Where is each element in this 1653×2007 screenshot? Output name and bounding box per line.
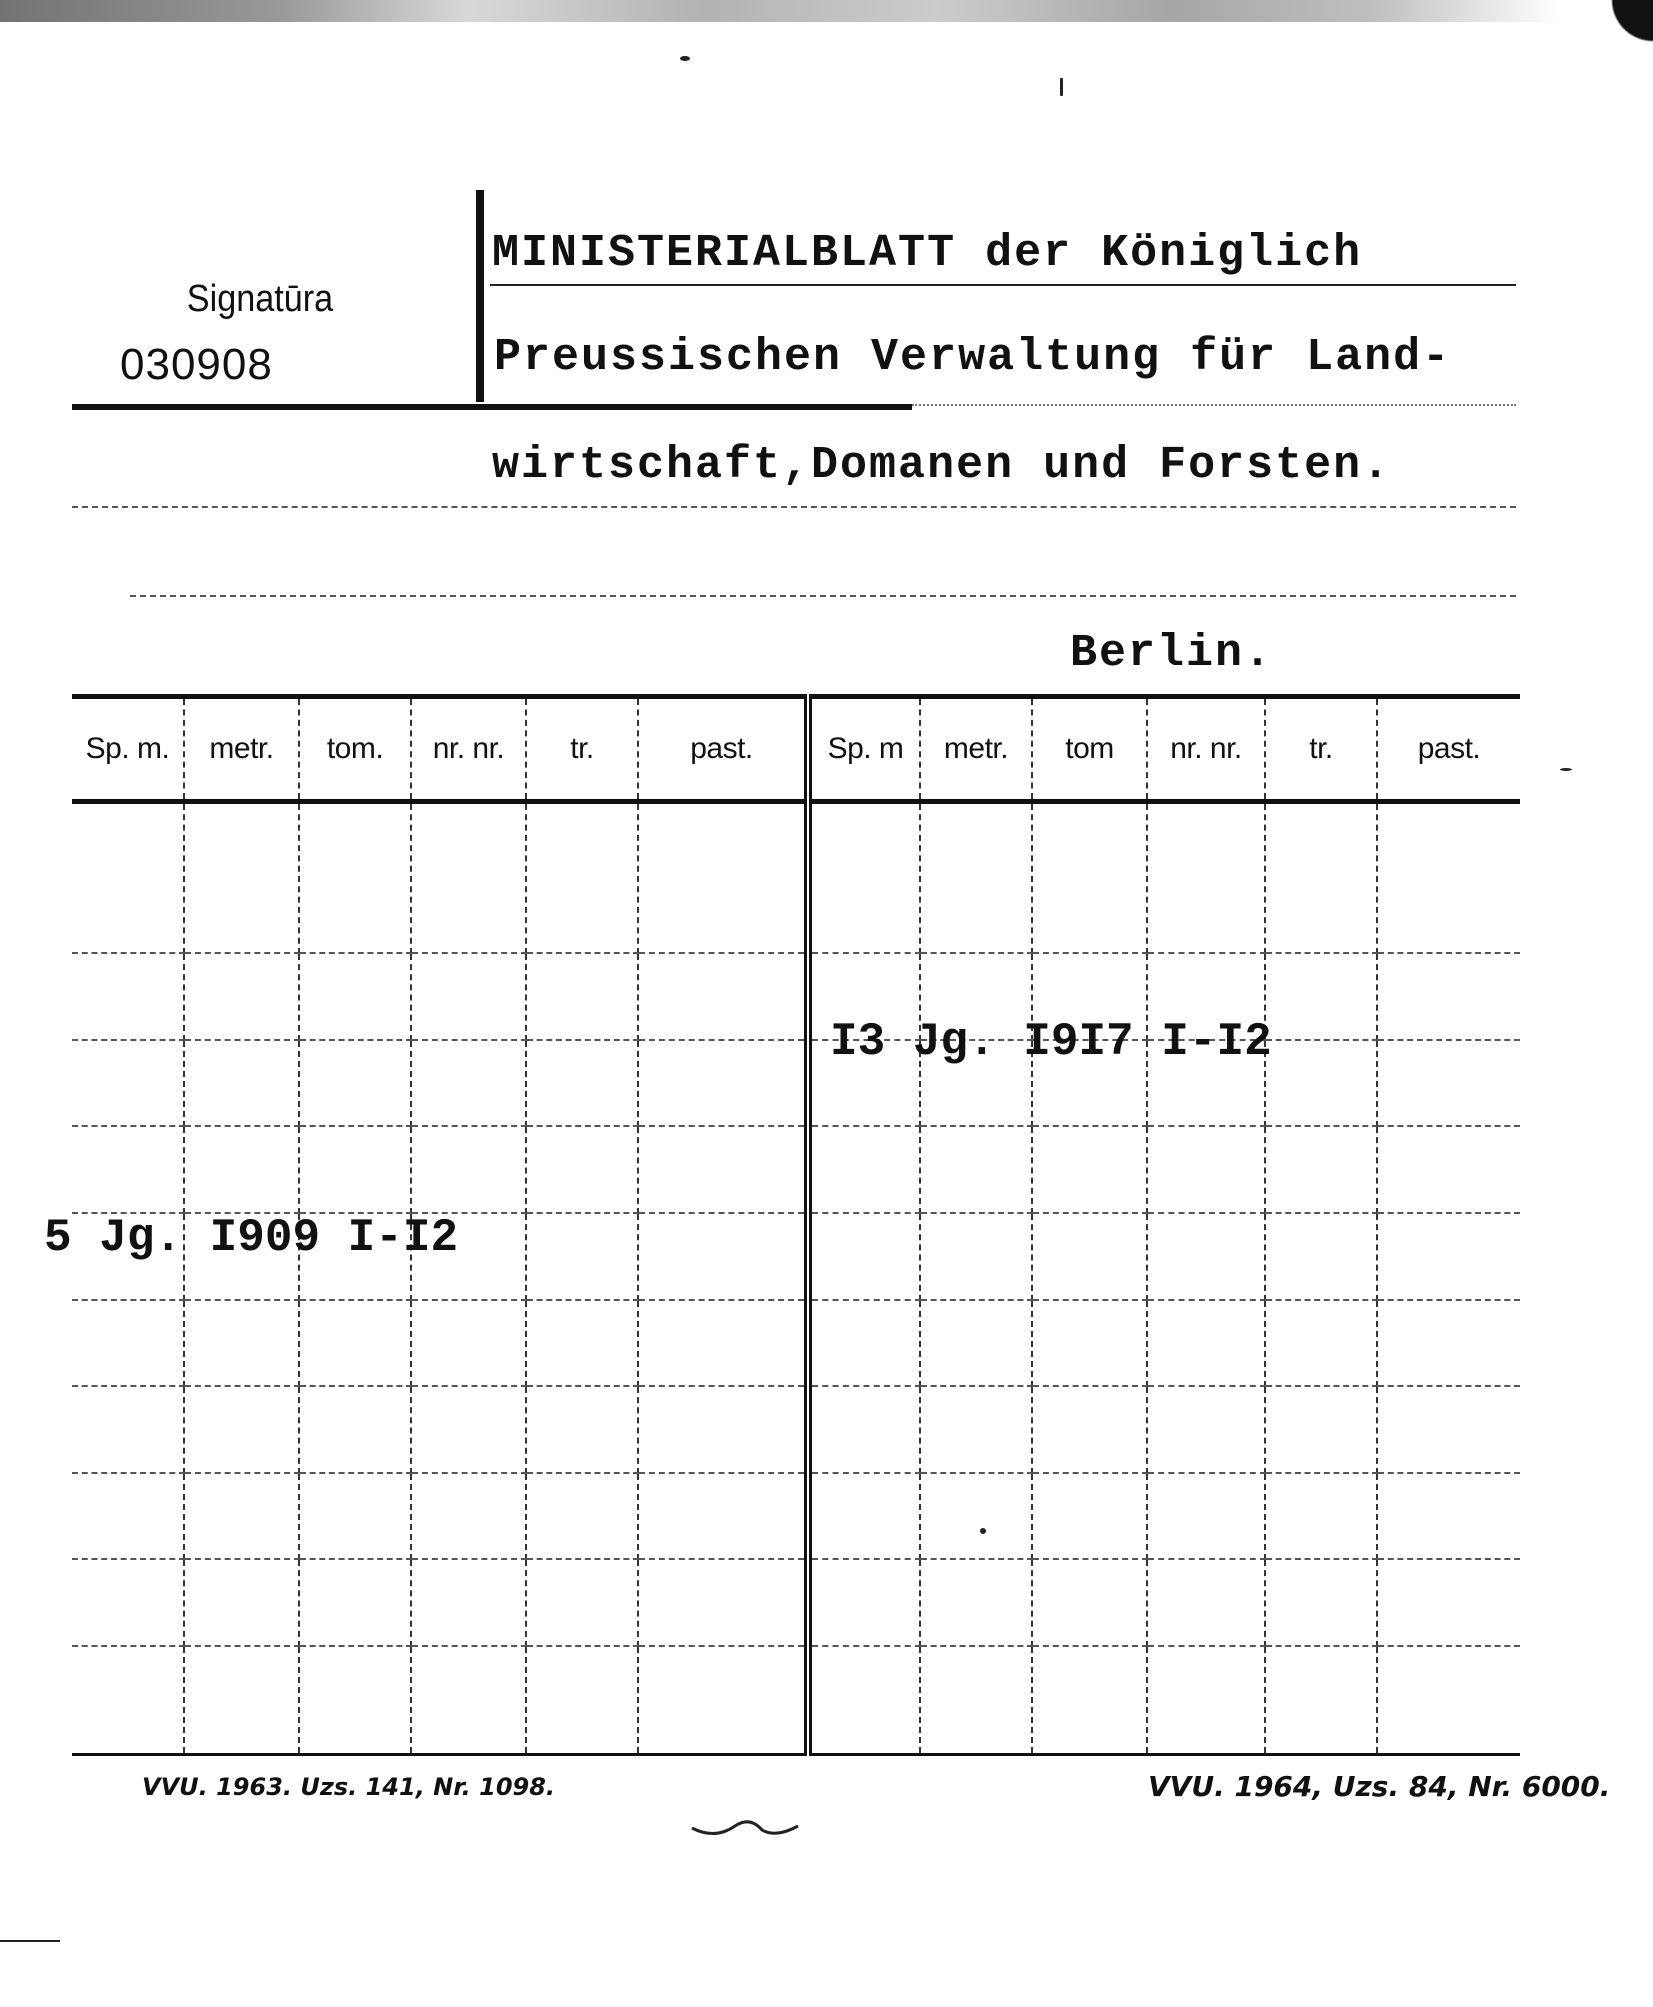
table-cell — [526, 1473, 638, 1560]
table-cell — [808, 1300, 920, 1387]
table-cell — [411, 1386, 526, 1473]
table-cell — [638, 1646, 808, 1754]
table-cell — [1265, 1213, 1377, 1300]
table-cell — [638, 1040, 808, 1127]
table-cell — [1147, 1126, 1265, 1213]
column-header: past. — [1377, 697, 1520, 802]
table-cell — [411, 1646, 526, 1754]
table-cell — [1265, 1126, 1377, 1213]
table-cell — [184, 1300, 299, 1387]
table-cell — [638, 1473, 808, 1560]
place-of-publication: Berlin. — [1070, 628, 1274, 679]
table-row — [72, 1386, 1520, 1473]
table-cell — [920, 1559, 1032, 1646]
table-cell — [1147, 1646, 1265, 1754]
holding-entry-left: 5 Jg. I909 I-I2 — [44, 1212, 459, 1264]
table-cell — [526, 1386, 638, 1473]
table-cell — [920, 1646, 1032, 1754]
table-body — [72, 802, 1520, 1755]
blank-rule — [130, 595, 1516, 597]
table-cell — [920, 1473, 1032, 1560]
table-cell — [1147, 1473, 1265, 1560]
table-cell — [1032, 1386, 1147, 1473]
table-cell — [1377, 953, 1520, 1040]
table-cell — [808, 1213, 920, 1300]
column-header: tom — [1032, 697, 1147, 802]
table-cell — [526, 1646, 638, 1754]
table-row — [72, 1126, 1520, 1213]
table-cell — [299, 1126, 411, 1213]
header-divider — [476, 190, 484, 402]
table-cell — [1377, 1213, 1520, 1300]
corner-shadow — [1573, 0, 1653, 70]
column-header: Sp. m — [808, 697, 920, 802]
table-cell — [72, 1559, 184, 1646]
table-cell — [1265, 1040, 1377, 1127]
column-header: nr. nr. — [411, 697, 526, 802]
table-cell — [920, 1300, 1032, 1387]
table-cell — [638, 802, 808, 954]
table-cell — [299, 1386, 411, 1473]
table-cell — [184, 1473, 299, 1560]
top-edge-wear — [0, 0, 1560, 22]
table-cell — [638, 1213, 808, 1300]
column-header: past. — [638, 697, 808, 802]
column-header: tom. — [299, 697, 411, 802]
table-cell — [184, 1126, 299, 1213]
table-cell — [1032, 1213, 1147, 1300]
signatura-label: Signatūra — [186, 278, 334, 320]
table-cell — [72, 802, 184, 954]
table-cell — [526, 802, 638, 954]
table-cell — [1377, 802, 1520, 954]
table-cell — [526, 1213, 638, 1300]
column-header: metr. — [920, 697, 1032, 802]
column-header: metr. — [184, 697, 299, 802]
footnote-right: VVU. 1964, Uzs. 84, Nr. 6000. — [1148, 1770, 1611, 1803]
table-cell — [72, 1300, 184, 1387]
table-cell — [638, 1300, 808, 1387]
table-cell — [299, 953, 411, 1040]
table-cell — [638, 1559, 808, 1646]
table-cell — [526, 1559, 638, 1646]
table-cell — [411, 1300, 526, 1387]
table-cell — [299, 1300, 411, 1387]
table-cell — [638, 953, 808, 1040]
ink-speck — [1560, 768, 1572, 771]
table-cell — [1032, 802, 1147, 954]
table-cell — [299, 802, 411, 954]
table-cell — [526, 1126, 638, 1213]
table-cell — [72, 953, 184, 1040]
table-header-row — [72, 697, 1520, 802]
table-cell — [1377, 1300, 1520, 1387]
ink-speck — [1060, 78, 1063, 96]
table-cell — [411, 953, 526, 1040]
table-cell — [184, 953, 299, 1040]
table-cell — [808, 1473, 920, 1560]
table-cell — [1265, 1300, 1377, 1387]
table-cell — [1377, 1386, 1520, 1473]
table-cell — [72, 1473, 184, 1560]
table-cell — [184, 1386, 299, 1473]
table-cell — [184, 1646, 299, 1754]
table-cell — [1377, 1126, 1520, 1213]
table-cell — [72, 1040, 184, 1127]
table-cell — [526, 1040, 638, 1127]
title-line-3: wirtschaft,Domanen und Forsten. — [492, 440, 1392, 491]
table-row — [72, 953, 1520, 1040]
table-cell — [1147, 1559, 1265, 1646]
table-cell — [184, 1559, 299, 1646]
table-row — [72, 1473, 1520, 1560]
title-line-2: Preussischen Verwaltung für Land- — [494, 332, 1452, 383]
table-cell — [808, 802, 920, 954]
table-cell — [1265, 1386, 1377, 1473]
title-rule-3 — [72, 506, 1516, 508]
table-cell — [808, 1386, 920, 1473]
table-row — [72, 1559, 1520, 1646]
table-cell — [1032, 1126, 1147, 1213]
table-cell — [1147, 1386, 1265, 1473]
table-cell — [299, 1646, 411, 1754]
table-cell — [72, 1646, 184, 1754]
table-cell — [808, 1646, 920, 1754]
table-cell — [920, 802, 1032, 954]
ink-speck — [680, 56, 690, 61]
table-cell — [808, 1559, 920, 1646]
table-cell — [808, 1126, 920, 1213]
table-cell — [1265, 953, 1377, 1040]
table-cell — [526, 953, 638, 1040]
title-line-1: MINISTERIALBLATT der Königlich — [492, 228, 1363, 279]
table-row — [72, 802, 1520, 954]
table-cell — [184, 802, 299, 954]
table-cell — [1032, 1559, 1147, 1646]
table-cell — [1147, 802, 1265, 954]
table-cell — [1032, 1646, 1147, 1754]
table-cell — [411, 1559, 526, 1646]
table-cell — [1265, 1473, 1377, 1560]
table-cell — [299, 1040, 411, 1127]
table-cell — [1265, 802, 1377, 954]
table-cell — [1032, 1473, 1147, 1560]
table-row — [72, 1040, 1520, 1127]
table-cell — [1147, 1213, 1265, 1300]
table-cell — [299, 1559, 411, 1646]
ink-speck — [980, 1528, 986, 1534]
table-cell — [1377, 1646, 1520, 1754]
table-cell — [1032, 1300, 1147, 1387]
table-cell — [72, 1386, 184, 1473]
holding-entry-right: I3 Jg. I9I7 I-I2 — [830, 1016, 1272, 1068]
table-cell — [299, 1473, 411, 1560]
title-rule-1 — [490, 284, 1516, 286]
table-cell — [411, 1473, 526, 1560]
table-cell — [1377, 1559, 1520, 1646]
column-header: tr. — [526, 697, 638, 802]
table-row — [72, 1646, 1520, 1754]
table-cell — [411, 1126, 526, 1213]
table-row — [72, 1300, 1520, 1387]
table-cell — [526, 1300, 638, 1387]
footnote-left: VVU. 1963. Uzs. 141, Nr. 1098. — [142, 1773, 556, 1801]
table-cell — [920, 1213, 1032, 1300]
table-cell — [1377, 1040, 1520, 1127]
signatura-value: 030908 — [120, 340, 273, 389]
table-cell — [184, 1040, 299, 1127]
table-cell — [411, 1040, 526, 1127]
table-cell — [1377, 1473, 1520, 1560]
table-cell — [411, 802, 526, 954]
column-header: Sp. m. — [72, 697, 184, 802]
column-header: tr. — [1265, 697, 1377, 802]
tilde-mark — [690, 1808, 800, 1838]
column-header: nr. nr. — [1147, 697, 1265, 802]
table-cell — [920, 1386, 1032, 1473]
table-cell — [638, 1126, 808, 1213]
title-rule-2 — [912, 404, 1516, 406]
signatura-rule — [72, 404, 912, 410]
table-cell — [72, 1126, 184, 1213]
table-cell — [1147, 1300, 1265, 1387]
ink-speck — [0, 1940, 60, 1942]
table-cell — [1265, 1559, 1377, 1646]
table-cell — [638, 1386, 808, 1473]
table-cell — [1265, 1646, 1377, 1754]
table-cell — [920, 1126, 1032, 1213]
